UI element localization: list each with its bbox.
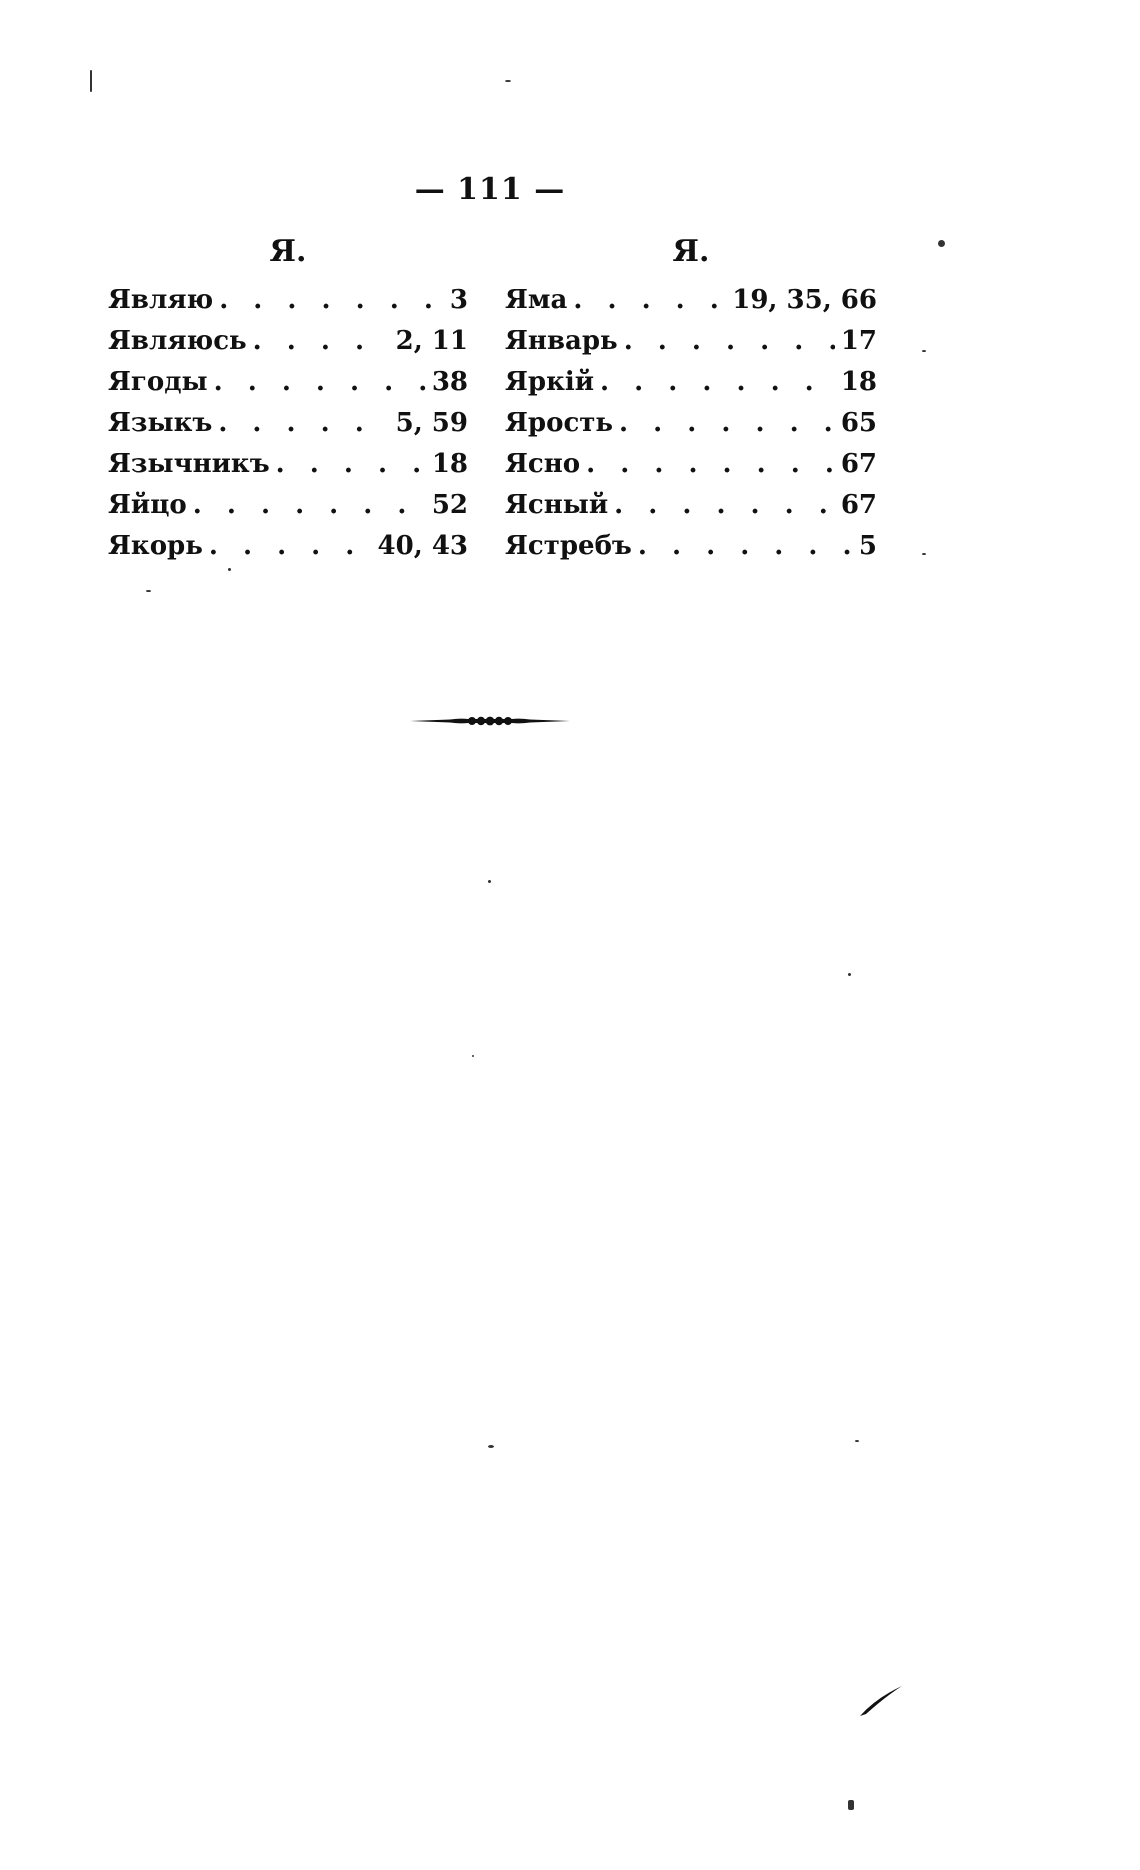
- dot-leader: [638, 526, 853, 567]
- entry-word: Язычникъ: [108, 449, 270, 479]
- dot-leader: [209, 526, 372, 567]
- index-entry: [505, 403, 877, 444]
- index-entry: [505, 280, 877, 321]
- scan-speck: [228, 568, 231, 571]
- dot-leader: [573, 280, 726, 321]
- index-entry: [108, 321, 468, 362]
- index-column-right: [505, 232, 877, 567]
- entry-pages: 67: [840, 490, 877, 520]
- scan-speck: [488, 1445, 494, 1448]
- dot-leader: [586, 444, 835, 485]
- pen-stroke-mark: [856, 1680, 906, 1720]
- index-entry: [505, 321, 877, 362]
- scan-speck: [848, 973, 851, 976]
- index-entry: [108, 444, 468, 485]
- index-entry: [108, 526, 468, 567]
- index-entry: [108, 403, 468, 444]
- entry-pages: 3: [449, 285, 468, 315]
- scan-speck: [488, 880, 491, 883]
- dot-leader: [276, 444, 426, 485]
- entry-pages: 2, 11: [395, 326, 468, 356]
- entry-pages: 38: [431, 367, 468, 397]
- entry-word: Ягоды: [108, 367, 208, 397]
- entry-word: Ясный: [505, 490, 609, 520]
- dot-leader: [600, 362, 835, 403]
- entry-pages: 5, 59: [395, 408, 468, 438]
- entry-pages: 65: [840, 408, 877, 438]
- end-ornament: [410, 712, 570, 730]
- scan-speck: [146, 590, 151, 592]
- entry-pages: 17: [840, 326, 877, 356]
- dot-leader: [614, 485, 835, 526]
- dot-leader: [619, 403, 835, 444]
- entry-pages: 18: [840, 367, 877, 397]
- entry-word: Яркій: [505, 367, 595, 397]
- index-entry: [108, 485, 468, 526]
- entry-pages: 52: [431, 490, 468, 520]
- entry-pages: 67: [840, 449, 877, 479]
- dot-leader: [624, 321, 835, 362]
- scan-speck: [472, 1055, 474, 1057]
- entry-word: Яйцо: [108, 490, 187, 520]
- column-heading: Я.: [269, 234, 307, 269]
- entry-word: Языкъ: [108, 408, 213, 438]
- scan-speck: [848, 1800, 854, 1810]
- entry-pages: 40, 43: [377, 531, 468, 561]
- index-entry: [108, 280, 468, 321]
- scan-speck: [922, 350, 926, 352]
- entry-word: Январь: [505, 326, 618, 356]
- dot-leader: [218, 403, 389, 444]
- index-entry: [505, 526, 877, 567]
- index-entry: [505, 362, 877, 403]
- dot-leader: [193, 485, 426, 526]
- entry-pages: 18: [431, 449, 468, 479]
- dot-leader: [214, 362, 426, 403]
- entry-word: Яма: [505, 285, 568, 315]
- entry-word: Являю: [108, 285, 214, 315]
- entry-pages: 19, 35, 66: [732, 285, 877, 315]
- entry-word: Ярость: [505, 408, 614, 438]
- dot-leader: [253, 321, 390, 362]
- entry-pages: 5: [858, 531, 877, 561]
- index-entry: [505, 444, 877, 485]
- entry-word: Ястребъ: [505, 531, 632, 561]
- scan-speck: [922, 553, 926, 555]
- entry-word: Ясно: [505, 449, 581, 479]
- index-column-left: [108, 232, 468, 567]
- page-number: — 111 —: [414, 172, 566, 207]
- scan-speck: [90, 70, 92, 92]
- scan-speck: [938, 240, 945, 247]
- index-entry: [505, 485, 877, 526]
- entry-word: Якорь: [108, 531, 203, 561]
- index-entry: [108, 362, 468, 403]
- scan-speck: [855, 1440, 859, 1442]
- dot-leader: [219, 280, 444, 321]
- column-heading: Я.: [672, 234, 710, 269]
- scan-speck: [505, 80, 511, 82]
- entry-word: Являюсь: [108, 326, 247, 356]
